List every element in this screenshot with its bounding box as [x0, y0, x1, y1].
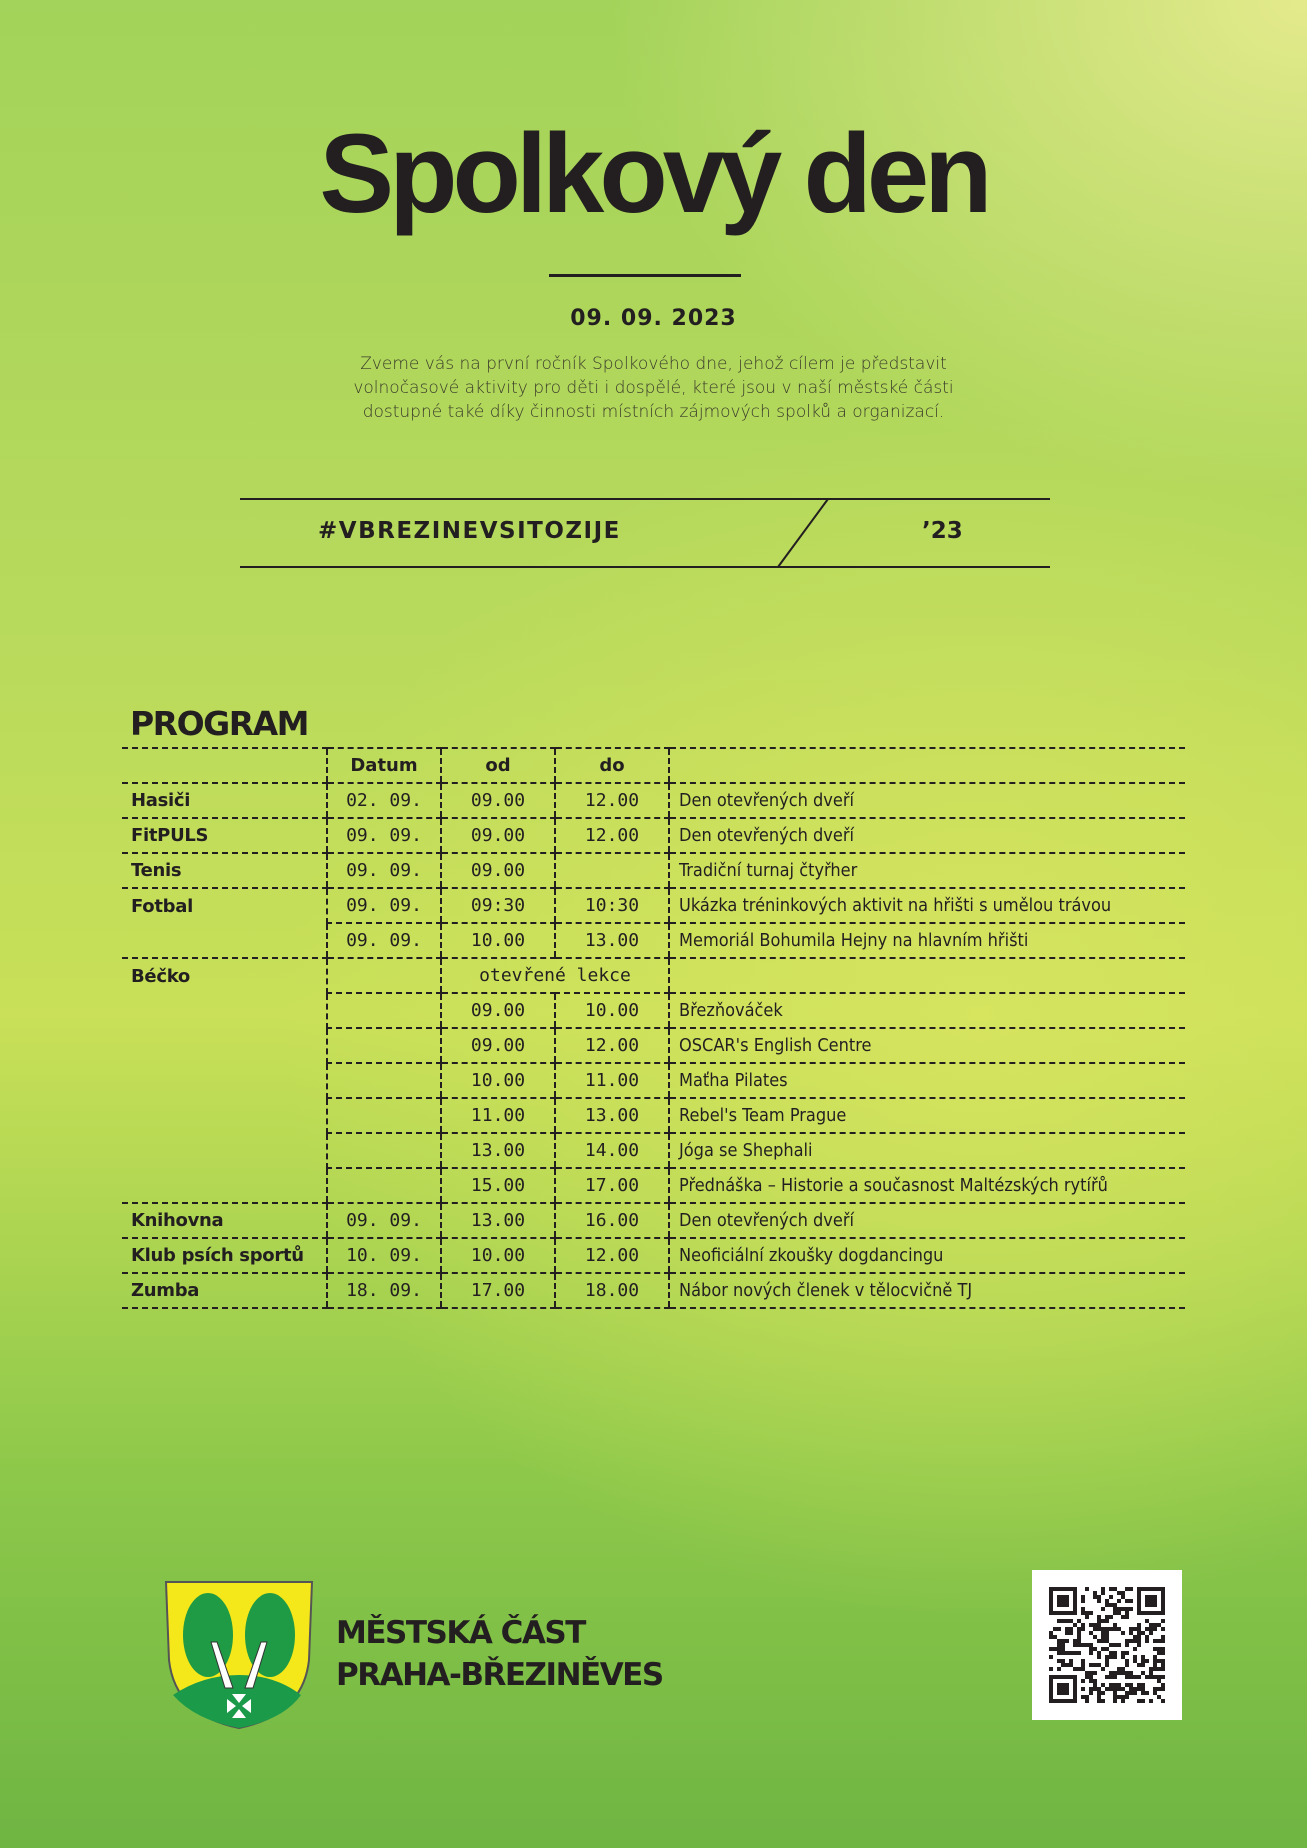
- cell-description: Den otevřených dveří: [669, 818, 1185, 853]
- cell-to: 11.00: [555, 1063, 669, 1098]
- cell-description: Přednáška – Historie a současnost Maltézských rytířů: [669, 1168, 1185, 1203]
- cell-to: 18.00: [555, 1273, 669, 1308]
- cell-description: Maťha Pilates: [669, 1063, 1185, 1098]
- cell-from: 13.00: [441, 1203, 555, 1238]
- cell-organization: [122, 923, 327, 958]
- table-row: [122, 1273, 1185, 1308]
- cell-date: [327, 993, 441, 1028]
- cell-date: [327, 1098, 441, 1133]
- table-row: [122, 1133, 1185, 1168]
- cell-date: 02. 09.: [327, 783, 441, 818]
- cell-organization: Zumba: [122, 1273, 327, 1308]
- cell-date: 09. 09.: [327, 888, 441, 923]
- cell-to: [555, 853, 669, 888]
- table-row: [122, 993, 1185, 1028]
- cell-to: 12.00: [555, 783, 669, 818]
- cell-from: 15.00: [441, 1168, 555, 1203]
- cell-to: 12.00: [555, 1028, 669, 1063]
- cell-description: Ukázka tréninkových aktivit na hřišti s umělou trávou: [669, 888, 1185, 923]
- cell-to: 10.00: [555, 993, 669, 1028]
- table-row: [122, 1238, 1185, 1273]
- table-header-row: [122, 748, 1185, 783]
- cell-organization: [122, 1168, 327, 1203]
- cell-description: Nábor nových členek v tělocvičně TJ: [669, 1273, 1185, 1308]
- table-row: [122, 853, 1185, 888]
- header-date: Datum: [327, 748, 441, 783]
- table-row: [122, 888, 1185, 923]
- cell-from: 11.00: [441, 1098, 555, 1133]
- cell-from: 09.00: [441, 853, 555, 888]
- cell-to: 10:30: [555, 888, 669, 923]
- intro-text: [300, 352, 1007, 424]
- hashtag: #VBREZINEVSITOZIJE: [318, 518, 621, 544]
- cell-organization: [122, 993, 327, 1028]
- cell-description: Den otevřených dveří: [669, 1203, 1185, 1238]
- table-row: [122, 1028, 1185, 1063]
- intro-line: dostupné také díky činnosti místních zájmových spolků a organizací.: [362, 402, 945, 422]
- header-from: od: [441, 748, 555, 783]
- cell-to: 16.00: [555, 1203, 669, 1238]
- intro-line: Zveme vás na první ročník Spolkového dne, jehož cílem je představit: [360, 354, 947, 374]
- cell-date: [327, 1133, 441, 1168]
- program-title: PROGRAM: [130, 704, 309, 743]
- cell-from: 10.00: [441, 1238, 555, 1273]
- cell-date: [327, 1028, 441, 1063]
- cell-from: 10.00: [441, 1063, 555, 1098]
- cell-from: 10.00: [441, 923, 555, 958]
- page-title: Spolkový den: [319, 111, 988, 236]
- cell-description: Březňováček: [669, 993, 1185, 1028]
- cell-from: 09.00: [441, 783, 555, 818]
- cell-to: 14.00: [555, 1133, 669, 1168]
- cell-organization: Tenis: [122, 853, 327, 888]
- header-to: do: [555, 748, 669, 783]
- table-row: [122, 1203, 1185, 1238]
- cell-description: Tradiční turnaj čtyřher: [669, 853, 1185, 888]
- table-row: [122, 783, 1185, 818]
- cell-organization: [122, 1063, 327, 1098]
- cell-organization: [122, 1028, 327, 1063]
- cell-from: 09.00: [441, 818, 555, 853]
- cell-to: 12.00: [555, 818, 669, 853]
- cell-organization: Fotbal: [122, 888, 327, 923]
- cell-description: OSCAR's English Centre: [669, 1028, 1185, 1063]
- cell-description: Memoriál Bohumila Hejny na hlavním hřišti: [669, 923, 1185, 958]
- cell-organization: Hasiči: [122, 783, 327, 818]
- municipality-line-1: MĚSTSKÁ ČÁST: [336, 1615, 585, 1651]
- cell-from: 09.00: [441, 993, 555, 1028]
- table-row: [122, 1168, 1185, 1203]
- cell-span-label: otevřené lekce: [441, 958, 669, 993]
- event-date: 09. 09. 2023: [570, 306, 737, 331]
- intro-line: volnočasové aktivity pro děti i dospělé, které jsou v naší městské části: [353, 378, 954, 398]
- cell-to: 17.00: [555, 1168, 669, 1203]
- header-org: [122, 748, 327, 783]
- cell-from: 09:30: [441, 888, 555, 923]
- table-row: [122, 923, 1185, 958]
- qr-code-icon[interactable]: [1032, 1570, 1182, 1720]
- cell-organization: Klub psích sportů: [122, 1238, 327, 1273]
- cell-date: 09. 09.: [327, 1203, 441, 1238]
- cell-description: Neoficiální zkoušky dogdancingu: [669, 1238, 1185, 1273]
- cell-description: [669, 958, 1185, 993]
- header-desc: [669, 748, 1185, 783]
- table-row: [122, 958, 1185, 993]
- cell-organization: Knihovna: [122, 1203, 327, 1238]
- cell-date: [327, 1168, 441, 1203]
- title-divider: [549, 274, 741, 277]
- cell-date: 09. 09.: [327, 853, 441, 888]
- table-row: [122, 818, 1185, 853]
- cell-date: 10. 09.: [327, 1238, 441, 1273]
- cell-description: Rebel's Team Prague: [669, 1098, 1185, 1133]
- cell-organization: Béčko: [122, 958, 327, 993]
- hashtag-band: [240, 498, 1050, 568]
- table-row: [122, 1098, 1185, 1133]
- cell-to: 12.00: [555, 1238, 669, 1273]
- cell-from: 17.00: [441, 1273, 555, 1308]
- cell-date: [327, 958, 441, 993]
- cell-from: 09.00: [441, 1028, 555, 1063]
- cell-to: 13.00: [555, 923, 669, 958]
- cell-organization: FitPULS: [122, 818, 327, 853]
- cell-date: 18. 09.: [327, 1273, 441, 1308]
- year-badge: ’23: [922, 518, 963, 544]
- cell-from: 13.00: [441, 1133, 555, 1168]
- cell-to: 13.00: [555, 1098, 669, 1133]
- municipality-name: [336, 1612, 663, 1696]
- cell-date: 09. 09.: [327, 923, 441, 958]
- cell-description: Jóga se Shephali: [669, 1133, 1185, 1168]
- cell-date: 09. 09.: [327, 818, 441, 853]
- cell-organization: [122, 1133, 327, 1168]
- cell-organization: [122, 1098, 327, 1133]
- coat-of-arms-icon: [163, 1580, 315, 1730]
- program-table: [122, 747, 1185, 1309]
- cell-description: Den otevřených dveří: [669, 783, 1185, 818]
- cell-date: [327, 1063, 441, 1098]
- qr-code-pattern: [1049, 1587, 1165, 1703]
- table-row: [122, 1063, 1185, 1098]
- municipality-line-2: PRAHA-BŘEZINĚVES: [336, 1657, 663, 1693]
